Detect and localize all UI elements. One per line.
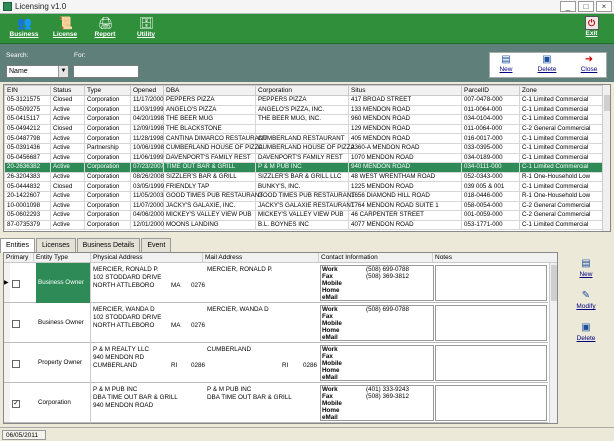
license-button[interactable]: 📜 License	[52, 16, 78, 38]
notes-field[interactable]	[435, 345, 547, 381]
table-cell: 960 MENDON ROAD	[349, 115, 462, 125]
table-cell: 04/20/1998	[131, 115, 164, 125]
table-cell: Active	[51, 134, 85, 144]
entity-type: Corporation	[36, 383, 91, 423]
table-cell: Active	[51, 220, 85, 230]
table-cell: C-1 Limited Commercial	[520, 96, 606, 106]
table-cell: 129 MENDON ROAD	[349, 124, 462, 134]
table-cell: Corporation	[85, 220, 131, 230]
table-cell: CUMBERLAND HOUSE OF PIZZA	[256, 143, 349, 153]
tab-licenses[interactable]: Licenses	[36, 238, 76, 252]
table-cell	[256, 124, 349, 134]
minimize-button[interactable]: _	[560, 1, 576, 12]
tab-event[interactable]: Event	[141, 238, 171, 252]
table-cell: 05-0509275	[5, 105, 51, 115]
table-cell: 07/23/2007	[131, 163, 164, 173]
table-cell: Corporation	[85, 124, 131, 134]
table-cell: 011-0064-000	[462, 105, 520, 115]
table-cell: 11/06/1999	[131, 153, 164, 163]
table-cell: 20-2636382	[5, 163, 51, 173]
close-window-button[interactable]: ×	[596, 1, 612, 12]
table-cell: 11/17/2000	[131, 96, 164, 106]
col-mail-address: Mail Address	[203, 253, 319, 262]
table-row[interactable]	[5, 182, 606, 192]
table-cell: ANGELO'S PIZZA	[164, 105, 256, 115]
col-contact-information: Contact Information	[319, 253, 433, 262]
table-cell: TIME OUT BAR & GRILL	[164, 163, 256, 173]
row-pointer	[4, 383, 10, 422]
col-entity-type: Entity Type	[34, 253, 91, 262]
physical-address: P & M REALTY LLC 940 MENDON RD CUMBERLAND RI 0286	[93, 346, 206, 369]
table-cell: 016-0017-000	[462, 134, 520, 144]
table-cell: DAVENPORT'S FAMILY REST	[164, 153, 256, 163]
table-cell: 46 CARPENTER STREET	[349, 211, 462, 221]
table-cell: Closed	[51, 124, 85, 134]
table-cell: 20-1422607	[5, 191, 51, 201]
list-item[interactable]	[4, 303, 548, 343]
table-cell: THE BEER MUG	[164, 115, 256, 125]
table-cell: 405 MENDON ROAD	[349, 134, 462, 144]
contact-information: Work (401) 333-9243 Fax (508) 369-3812 Mobile Home eMail	[320, 385, 434, 421]
app-icon	[3, 2, 12, 11]
table-cell: C-2 General Commercial	[520, 124, 606, 134]
table-cell: 2360-A MENDON ROAD	[349, 143, 462, 153]
table-cell: GOOD TIMES PUB RESTAURANT	[164, 191, 256, 201]
table-cell: 48 WEST WRENTHAM ROAD	[349, 172, 462, 182]
table-cell: Corporation	[85, 96, 131, 106]
tab-business-details[interactable]: Business Details	[77, 238, 141, 252]
table-row[interactable]	[5, 96, 606, 106]
tab-entities[interactable]: Entities	[0, 238, 35, 253]
table-cell: 034-0189-000	[462, 153, 520, 163]
table-cell: Active	[51, 143, 85, 153]
list-item[interactable]	[4, 383, 548, 423]
table-cell: 08/26/2008	[131, 172, 164, 182]
table-row[interactable]	[5, 105, 606, 115]
grid-col-status[interactable]: Status	[51, 86, 85, 96]
table-cell: Active	[51, 201, 85, 211]
table-row[interactable]	[5, 172, 606, 182]
primary-checkbox[interactable]: ✓	[13, 400, 19, 407]
notes-field[interactable]	[435, 305, 547, 341]
physical-address: MERCIER, WANDA D 102 STODDARD DRIVE NORTH ATTLEBORO MA 0276	[93, 306, 206, 329]
table-cell: 1225 MENDON ROAD	[349, 182, 462, 192]
exit-button[interactable]: ⏻ Exit	[585, 18, 598, 37]
new-document-icon: ▤	[581, 258, 591, 269]
grid-col-situs[interactable]: Situs	[349, 86, 462, 96]
entity-type: Business Owner	[36, 263, 91, 303]
table-cell: Active	[51, 163, 85, 173]
list-item[interactable]	[4, 263, 548, 303]
table-cell: B.L. BOYNES INC	[256, 220, 349, 230]
table-cell: 011-0064-000	[462, 124, 520, 134]
table-cell: Closed	[51, 96, 85, 106]
table-cell: Active	[51, 105, 85, 115]
table-cell: Corporation	[85, 163, 131, 173]
modify-entity-button[interactable]: ✎ Modify	[576, 290, 596, 310]
table-cell: 133 MENDON ROAD	[349, 105, 462, 115]
table-cell: 033-0395-000	[462, 143, 520, 153]
table-cell: FRIENDLY TAP	[164, 182, 256, 192]
entity-type: Property Owner	[36, 343, 91, 383]
table-cell: 001-0059-000	[462, 211, 520, 221]
delete-icon: ▣	[581, 322, 591, 333]
table-row[interactable]	[5, 153, 606, 163]
grid-col-corporation[interactable]: Corporation	[256, 86, 349, 96]
table-row[interactable]	[5, 191, 606, 201]
table-cell: 052-0343-000	[462, 172, 520, 182]
table-cell: Corporation	[85, 115, 131, 125]
status-bar	[0, 427, 614, 441]
delete-entity-button[interactable]: ▣ Delete	[576, 322, 596, 342]
for-label: For:	[74, 52, 86, 59]
table-cell: 1656 DIAMOND HILL ROAD	[349, 191, 462, 201]
chevron-down-icon: ▼	[58, 66, 68, 77]
table-cell: 417 BROAD STREET	[349, 96, 462, 106]
table-cell: 007-0478-000	[462, 96, 520, 106]
table-row[interactable]	[5, 201, 606, 211]
table-cell: 053-1771-000	[462, 220, 520, 230]
table-cell: 058-0054-000	[462, 201, 520, 211]
table-cell: BUNKY'S, INC.	[256, 182, 349, 192]
table-cell: C-1 Limited Commercial	[520, 143, 606, 153]
table-cell: SIZZLER'S BAR & GRILL LLC	[256, 172, 349, 182]
entities-scrollbar[interactable]	[549, 263, 557, 423]
table-cell: Corporation	[85, 182, 131, 192]
utility-icon: 🗄	[139, 16, 155, 30]
exit-icon: ⏻	[585, 16, 599, 30]
table-cell: ANGELO'S PIZZA, INC.	[256, 105, 349, 115]
primary-checkbox[interactable]	[12, 360, 20, 368]
table-cell: DAVENPORT'S FAMILY REST	[256, 153, 349, 163]
table-cell: Corporation	[85, 201, 131, 211]
notes-field[interactable]	[435, 385, 547, 421]
table-cell: MICKEY'S VALLEY VIEW PUB	[164, 211, 256, 221]
table-cell: 05-0456687	[5, 153, 51, 163]
table-cell: 26-3204383	[5, 172, 51, 182]
table-cell: Partnership	[85, 143, 131, 153]
table-cell: 05-0602293	[5, 211, 51, 221]
table-cell: CANTINA DIMARCO RESTAURANT	[164, 134, 256, 144]
table-cell: 11/05/2003	[131, 191, 164, 201]
table-cell: 05-3121575	[5, 96, 51, 106]
table-cell: THE BEER MUG, INC.	[256, 115, 349, 125]
delete-record-button[interactable]: ▣ Delete	[537, 54, 557, 73]
report-icon: 🖨	[98, 16, 114, 30]
table-cell: 04/06/2000	[131, 211, 164, 221]
contact-information: Work (508) 699-0788 Fax (508) 369-3812 Mobile Home eMail	[320, 265, 434, 301]
table-cell: CUMBERLAND HOUSE OF PIZZA	[164, 143, 256, 153]
table-cell: 018-0446-000	[462, 191, 520, 201]
notes-field[interactable]	[435, 265, 547, 301]
table-cell: 1764 MENDON ROAD SUITE 1	[349, 201, 462, 211]
table-cell: C-1 Limited Commercial	[520, 134, 606, 144]
table-cell: 05-0494212	[5, 124, 51, 134]
main-toolbar	[0, 14, 614, 44]
table-cell: C-2 General Commercial	[520, 201, 606, 211]
row-pointer	[4, 343, 10, 382]
entities-header	[4, 253, 557, 263]
table-cell: Active	[51, 172, 85, 182]
table-cell: Corporation	[85, 191, 131, 201]
table-cell: C-1 Limited Commercial	[520, 182, 606, 192]
table-cell: C-1 Limited Commercial	[520, 153, 606, 163]
entities-grid	[3, 252, 558, 424]
table-cell: 11/28/1998	[131, 134, 164, 144]
table-cell: 03/05/1999	[131, 182, 164, 192]
table-cell: 1070 MENDON ROAD	[349, 153, 462, 163]
table-row[interactable]	[5, 220, 606, 230]
row-pointer	[4, 303, 10, 342]
detail-tabs	[0, 238, 172, 252]
table-cell: C-1 Limited Commercial	[520, 220, 606, 230]
table-cell: R-1 One-Household Low	[520, 191, 606, 201]
close-record-button[interactable]: ➜ Close	[580, 54, 598, 73]
grid-scrollbar[interactable]	[602, 85, 610, 231]
table-cell: 05-0487798	[5, 134, 51, 144]
table-cell: C-1 Limited Commercial	[520, 163, 606, 173]
table-cell: 12/09/1998	[131, 124, 164, 134]
table-cell: Closed	[51, 182, 85, 192]
entity-type: Business Owner	[36, 303, 91, 343]
col-primary: Primary	[4, 253, 34, 262]
table-cell: Active	[51, 211, 85, 221]
row-pointer: ▶	[4, 263, 10, 302]
table-cell: CUMBERLAND RESTAURANT	[256, 134, 349, 144]
table-row[interactable]	[5, 115, 606, 125]
table-cell: 034-0104-000	[462, 115, 520, 125]
grid-col-parcelid[interactable]: ParcelID	[462, 86, 520, 96]
table-cell: 05-0415117	[5, 115, 51, 125]
table-cell: Corporation	[85, 134, 131, 144]
table-cell: SIZZLER'S BAR & GRILL	[164, 172, 256, 182]
primary-checkbox[interactable]	[12, 320, 20, 328]
people-icon: 👥	[17, 16, 32, 30]
window-title: Licensing v1.0	[15, 2, 67, 11]
entity-actions	[563, 256, 609, 352]
table-cell: Corporation	[85, 105, 131, 115]
business-button[interactable]: 👥 Business	[9, 16, 39, 38]
table-cell: JACKY'S GALAXIE, INC.	[164, 201, 256, 211]
arrow-right-icon: ➜	[584, 54, 594, 65]
physical-address: P & M PUB INC DBA TIME OUT BAR & GRILL 940 MENDON ROAD	[93, 386, 178, 409]
new-record-button[interactable]: ▤ New	[499, 54, 513, 73]
delete-icon: ▣	[542, 54, 552, 65]
primary-checkbox[interactable]	[12, 280, 20, 288]
grid-col-opened[interactable]: Opened	[131, 86, 164, 96]
table-cell: 039 005 & 001	[462, 182, 520, 192]
edit-icon: ✎	[581, 290, 591, 301]
table-cell: 4077 MENDON ROAD	[349, 220, 462, 230]
utility-button[interactable]: 🗄 Utility	[136, 16, 156, 38]
maximize-button[interactable]: □	[578, 1, 594, 12]
table-row[interactable]	[5, 211, 606, 221]
table-cell: C-1 Limited Commercial	[520, 115, 606, 125]
search-label: Search:	[6, 52, 29, 59]
table-cell: Active	[51, 115, 85, 125]
table-cell: 12/01/2000	[131, 220, 164, 230]
table-cell: 940 MENDON ROAD	[349, 163, 462, 173]
table-cell: 05-0444832	[5, 182, 51, 192]
grid-col-zone[interactable]: Zone	[520, 86, 606, 96]
record-actions	[489, 52, 607, 78]
table-cell: 10-0001098	[5, 201, 51, 211]
col-notes: Notes	[435, 254, 452, 261]
contact-information: Work (508) 699-0788 Fax Mobile Home eMail	[320, 305, 434, 341]
table-cell: PEPPERS PIZZA	[256, 96, 349, 106]
table-cell: R-1 One-Household Low	[520, 172, 606, 182]
mail-address: MERCIER, WANDA D	[207, 306, 269, 313]
table-row[interactable]	[5, 163, 606, 173]
contact-information: Work Fax Mobile Home eMail	[320, 345, 434, 381]
physical-address: MERCIER, RONALD P. 102 STODDARD DRIVE NORTH ATTLEBORO MA 0276	[93, 266, 206, 289]
table-row[interactable]	[5, 124, 606, 134]
table-cell: GOOD TIMES PUB RESTAURANT	[256, 191, 349, 201]
table-cell: PEPPERS PIZZA	[164, 96, 256, 106]
business-grid	[3, 84, 611, 232]
table-cell: C-2 General Commercial	[520, 211, 606, 221]
table-cell: JACKY'S GALAXIE RESTAURANT	[256, 201, 349, 211]
table-row[interactable]	[5, 134, 606, 144]
title-bar	[0, 0, 614, 14]
table-cell: MICKEY'S VALLEY VIEW PUB	[256, 211, 349, 221]
mail-address: P & M PUB INC DBA TIME OUT BAR & GRILL	[207, 386, 292, 401]
table-cell: 10/06/1998	[131, 143, 164, 153]
table-cell: Corporation	[85, 153, 131, 163]
grid-col-dba[interactable]: DBA	[164, 86, 256, 96]
table-cell: P & M PUB INC	[256, 163, 349, 173]
table-cell: MOONS LANDING	[164, 220, 256, 230]
mail-address: MERCIER, RONALD P.	[207, 266, 273, 273]
search-input[interactable]	[73, 65, 139, 78]
table-cell: Active	[51, 191, 85, 201]
grid-col-type[interactable]: Type	[85, 86, 131, 96]
list-item[interactable]	[4, 343, 548, 383]
table-cell: 11/07/2000	[131, 201, 164, 211]
table-cell: 05-0391436	[5, 143, 51, 153]
table-cell: 034-0111-000	[462, 163, 520, 173]
report-button[interactable]: 🖨 Report	[94, 16, 116, 38]
status-date: 06/05/2011	[2, 430, 46, 440]
table-cell: C-1 Limited Commercial	[520, 105, 606, 115]
new-document-icon: ▤	[501, 54, 511, 65]
new-entity-button[interactable]: ▤ New	[579, 258, 593, 278]
search-field-select[interactable]: Name ▼	[6, 65, 69, 78]
mail-address: CUMBERLAND RI 0286	[207, 346, 318, 369]
table-cell: Active	[51, 153, 85, 163]
table-cell: Corporation	[85, 172, 131, 182]
col-physical-address: Physical Address	[91, 253, 203, 262]
grid-col-ein[interactable]: EIN	[5, 86, 51, 96]
table-cell: Corporation	[85, 211, 131, 221]
table-cell: 11/03/1999	[131, 105, 164, 115]
table-cell: 87-0735379	[5, 220, 51, 230]
table-row[interactable]	[5, 143, 606, 153]
table-cell: THE BLACKSTONE	[164, 124, 256, 134]
certificate-icon: 📜	[58, 16, 73, 30]
